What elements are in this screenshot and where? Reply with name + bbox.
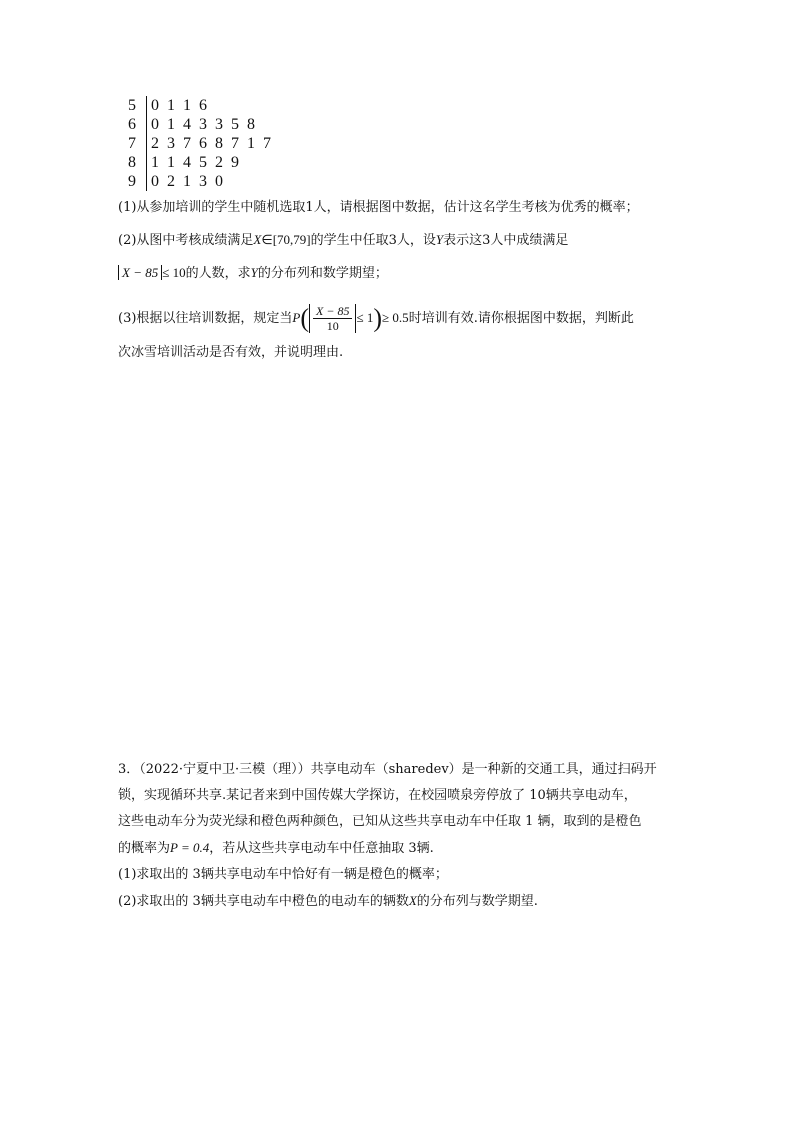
q2-3-suffix: 时培训有效.请你根据图中数据，判断此	[408, 311, 634, 326]
var-x: X	[253, 232, 262, 247]
q2-2-line2-end: 的分布列和数学期望；	[257, 266, 388, 281]
leaf-value: 7	[231, 135, 239, 152]
leaf-value: 6	[199, 97, 207, 114]
stem-divider	[146, 134, 147, 153]
leaf-value: 1	[183, 97, 191, 114]
leaf-value: 2	[167, 173, 175, 190]
q3-sub2-a: (2)求取出的 3辆共享电动车中橙色的电动车的辆数	[118, 894, 409, 909]
leaf-value: 2	[151, 135, 159, 152]
fraction-denominator: 10	[326, 319, 339, 333]
le-10: ≤ 10	[162, 265, 186, 280]
q2-2-suffix: 的学生中任取3人，设	[310, 233, 436, 248]
leaf-value: 7	[263, 135, 271, 152]
leaf-value: 0	[151, 97, 159, 114]
q2-3-prefix: (3)根据以往培训数据，规定当	[118, 311, 293, 326]
right-paren: )	[373, 303, 383, 333]
stem-leaf-row	[120, 153, 279, 172]
q3-p-value: P = 0.4	[170, 840, 210, 855]
q2-2-prefix: (2)从图中考核成绩满足	[118, 233, 254, 248]
stem-value: 5	[128, 97, 136, 114]
q2-2-suffix2: 表示这3人中成绩满足	[443, 233, 569, 248]
leaf-value: 3	[199, 173, 207, 190]
interval: [70,79]	[272, 232, 311, 247]
question-2-part-2	[118, 230, 568, 251]
var-y-2: Y	[250, 265, 258, 280]
stem-divider	[146, 172, 147, 191]
leaf-value: 0	[151, 116, 159, 133]
q3-sub1: (1)求取出的 3辆共享电动车中恰好有一辆是橙色的概率；	[118, 867, 448, 882]
leaf-value: 1	[167, 97, 175, 114]
question-2-part-3-line2: 次冰雪培训活动是否有效，并说明理由.	[118, 345, 344, 360]
q3-line2: 锁，实现循环共享.某记者来到中国传媒大学探访，在校园喷泉旁停放了 10辆共享电动车，	[118, 788, 637, 803]
leaf-value: 8	[215, 135, 223, 152]
leaf-value: 3	[215, 116, 223, 133]
question-2-part-3	[118, 304, 634, 333]
q3-line4	[118, 835, 657, 862]
stem-value: 8	[128, 154, 136, 171]
fraction	[313, 304, 352, 333]
leaf-value: 6	[199, 135, 207, 152]
stem-leaf-row	[120, 134, 279, 153]
stem-leaf-row	[120, 172, 279, 191]
leaf-value: 4	[183, 116, 191, 133]
q2-2-line2: 的人数，求	[185, 266, 251, 281]
left-paren: (	[300, 303, 310, 333]
leaf-value: 5	[231, 116, 239, 133]
leaf-value: 0	[151, 173, 159, 190]
leaf-value: 4	[183, 154, 191, 171]
abs-fraction	[309, 304, 356, 333]
question-2-part-2-line2	[118, 263, 388, 284]
stem-leaf-row	[120, 96, 279, 115]
leaf-value: 1	[151, 154, 159, 171]
q3-var-x: X	[408, 893, 417, 908]
leaf-value: 1	[167, 154, 175, 171]
stem-leaf-plot	[120, 96, 279, 191]
stem-divider	[146, 96, 147, 115]
leaf-value: 5	[199, 154, 207, 171]
q3-line4-b: ，若从这些共享电动车中任意抽取 3辆.	[209, 841, 434, 856]
leaf-value: 3	[199, 116, 207, 133]
stem-value: 9	[128, 173, 136, 190]
leaf-value: 3	[167, 135, 175, 152]
fraction-numerator: X − 85	[313, 304, 352, 319]
stem-value: 7	[128, 135, 136, 152]
q3-line1: 3．（2022·宁夏中卫·三模（理））共享电动车（sharedev）是一种新的交通工具，通过扫码开	[118, 762, 657, 777]
stem-divider	[146, 115, 147, 134]
q3-line4-a: 的概率为	[118, 841, 171, 856]
q3-line3: 这些电动车分为荧光绿和橙色两种颜色，已知从这些共享电动车中任取 1 辆，取到的是橙色	[118, 814, 642, 829]
leaf-value: 7	[183, 135, 191, 152]
in-symbol: ∈	[261, 232, 273, 247]
le-1: ≤ 1	[356, 310, 374, 325]
var-y: Y	[435, 232, 444, 247]
q3-sub2	[118, 888, 657, 915]
leaf-value: 9	[231, 154, 239, 171]
leaf-value: 8	[247, 116, 255, 133]
stem-divider	[146, 153, 147, 172]
stem-value: 6	[128, 116, 136, 133]
ge-half: ≥ 0.5	[382, 310, 409, 325]
q3-sub2-b: 的分布列与数学期望.	[416, 894, 538, 909]
question-2-part-1: (1)从参加培训的学生中随机选取1人，请根据图中数据，估计这名学生考核为优秀的概率；	[118, 200, 639, 215]
question-3	[118, 757, 657, 915]
leaf-value: 1	[183, 173, 191, 190]
leaf-value: 1	[167, 116, 175, 133]
prob-p: P	[292, 310, 301, 325]
leaf-value: 0	[215, 173, 223, 190]
leaf-value: 2	[215, 154, 223, 171]
abs-expression: X − 85	[118, 265, 162, 280]
stem-leaf-row	[120, 115, 279, 134]
leaf-value: 1	[247, 135, 255, 152]
